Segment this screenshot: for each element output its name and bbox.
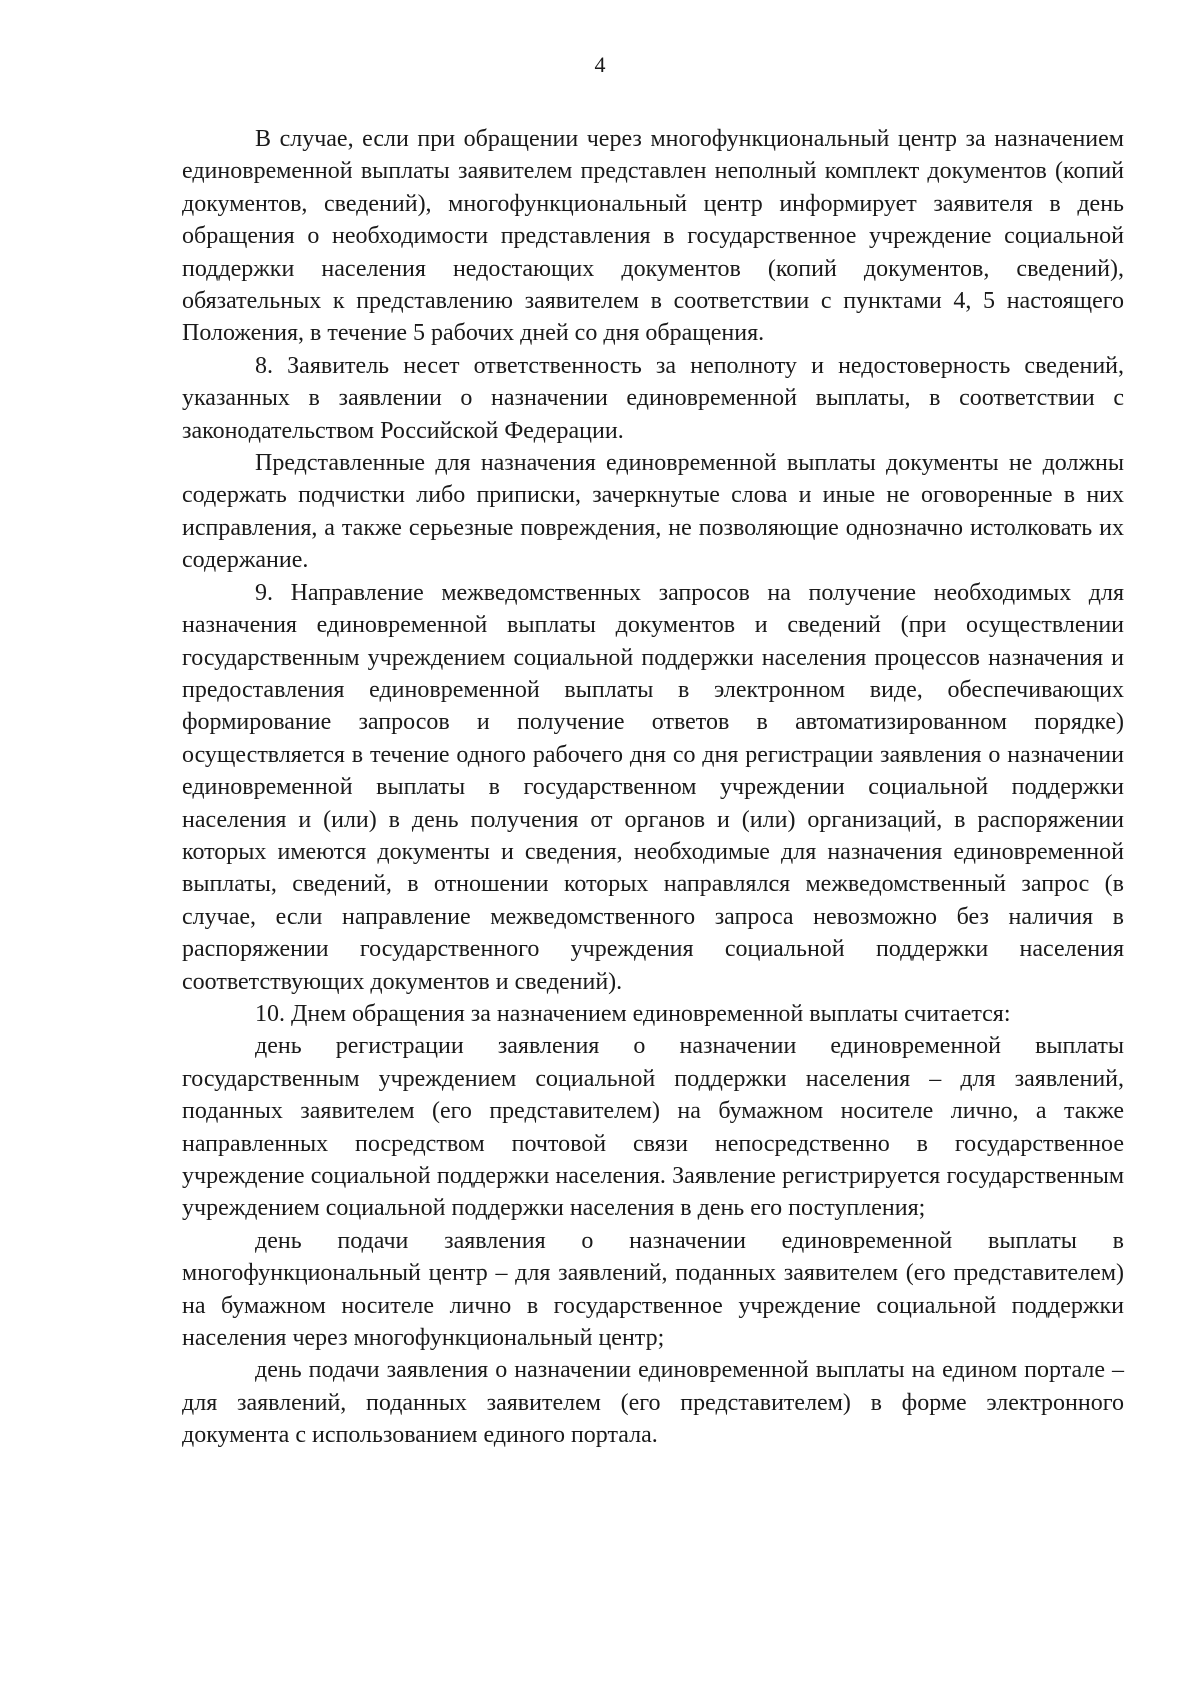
document-body [182,123,1124,1452]
paragraph-mfc-submission-day: день подачи заявления о назначении единовременной выплаты в многофункциональный центр – для заявлений, поданных заявителем (его представителем) на бумажном носителе лично в государственное учреждение социальной поддержки населения через многофункциональный центр; [182,1227,1124,1352]
paragraph-registration-day: день регистрации заявления о назначении единовременной выплаты государственным учреждением социальной поддержки населения – для заявлений, поданных заявителем (его представителем) на бумажном носителе лично, а также направленных посредством почтовой связи непосредственно в государственное учреждение социальной поддержки населения. Заявление регистрируется государственным учреждением социальной поддержки населения в день его поступления; [182,1033,1124,1222]
paragraph-9-interdepartmental-requests: 9. Направление межведомственных запросов на получение необходимых для назначения единовременной выплаты документов и сведений (при осуществлении государственным учреждением социальной поддержки населения процессов назначения и предоставления единовременной выплаты в электронном виде, обеспечивающих формирование запросов и получение ответов в автоматизированном порядке) осуществляется в течение одного рабочего дня со дня регистрации заявления о назначении единовременной выплаты в государственном учреждении социальной поддержки населения и (или) в день получения от органов и (или) организаций, в распоряжении которых имеются документы и сведения, необходимые для назначения единовременной выплаты, сведений, в отношении которых направлялся межведомственный запрос (в случае, если направление межведомственного запроса невозможно без наличия в распоряжении государственного учреждения социальной поддержки населения соответствующих документов и сведений). [182,579,1124,995]
paragraph-10-application-date: 10. Днем обращения за назначением единовременной выплаты считается: [255,1000,1011,1027]
page-number: 4 [594,52,606,77]
paragraph-mfc-incomplete-documents: В случае, если при обращении через многофункциональный центр за назначением единовременной выплаты заявителем представлен неполный комплект документов (копий документов, сведений), многофункциональный центр информирует заявителя в день обращения о необходимости представления в государственное учреждение социальной поддержки населения недостающих документов (копий документов, сведений), обязательных к представлению заявителем в соответствии с пунктами 4, 5 настоящего Положения, в течение 5 рабочих дней со дня обращения. [182,126,1124,347]
paragraph-document-requirements: Представленные для назначения единовременной выплаты документы не должны содержать подчистки либо приписки, зачеркнутые слова и иные не оговоренные в них исправления, а также серьезные повреждения, не позволяющие однозначно истолковать их содержание. [182,450,1124,574]
paragraph-8-responsibility: 8. Заявитель несет ответственность за неполноту и недостоверность сведений, указанных в заявлении о назначении единовременной выплаты, в соответствии с законодательством Российской Федерации. [182,352,1124,444]
paragraph-portal-submission-day: день подачи заявления о назначении единовременной выплаты на едином портале – для заявлений, поданных заявителем (его представителем) в форме электронного документа с использованием единого портала. [182,1357,1124,1449]
